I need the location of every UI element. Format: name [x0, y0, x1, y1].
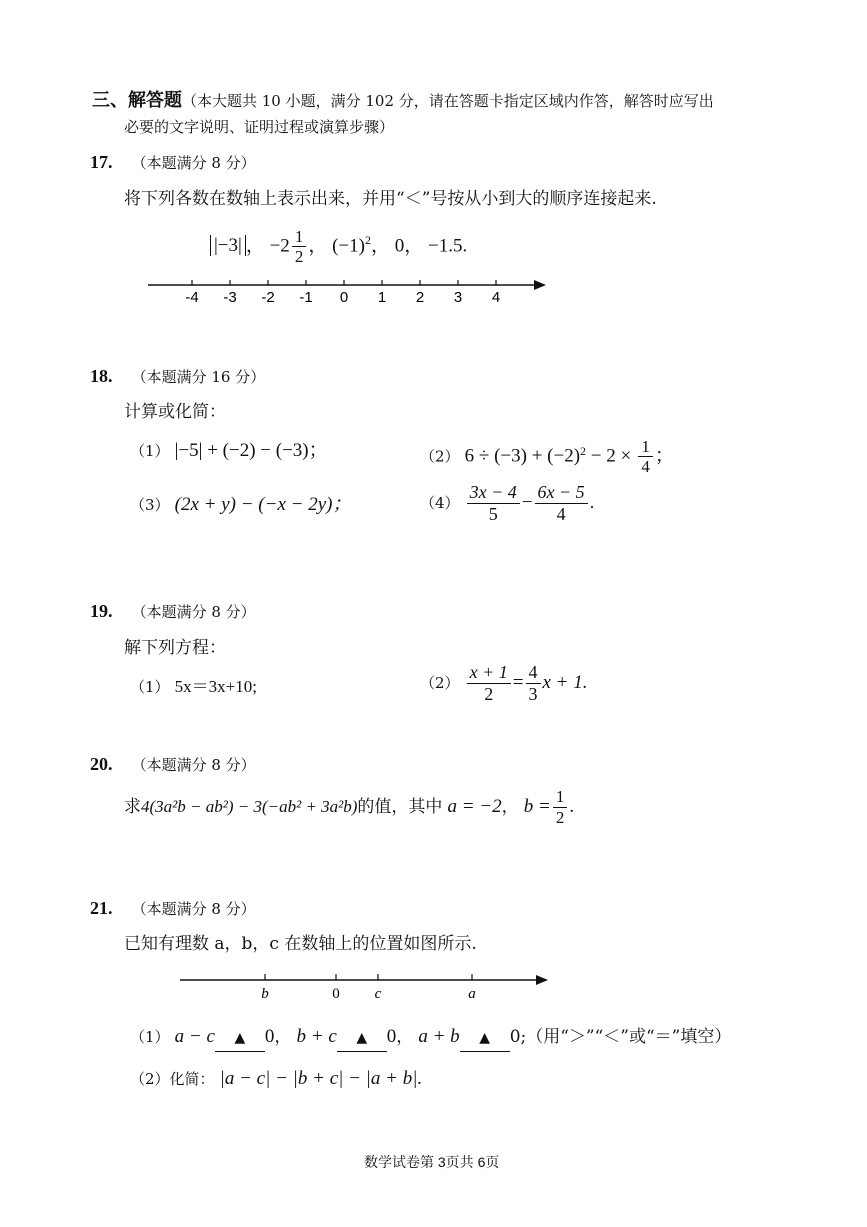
q17-score: （本题满分 8 分） — [131, 154, 256, 172]
q18-part2 — [420, 424, 674, 483]
q18-p4-end: . — [589, 492, 595, 513]
section-note-line2: 必要的文字说明、证明过程或演算步骤） — [124, 118, 395, 136]
q18-p2-expr-c: − 2 × — [586, 445, 632, 467]
q19-p1-expr: 5x＝3x+10; — [174, 677, 257, 696]
q17-tick-label: 4 — [491, 289, 501, 306]
q21-header — [90, 898, 256, 919]
q21-comma-2: ， — [396, 1027, 414, 1047]
q18-p3-expr: (2x + y) − (−x − 2y)； — [174, 494, 352, 515]
q17-item-zero: 0 — [394, 235, 405, 257]
q17-item-power-exp: 2 — [364, 233, 371, 247]
q19-part1 — [130, 674, 257, 700]
q20-mid: 的值，其中 — [357, 797, 443, 817]
q19-p2-frac2: $\frac{4}{3}$ — [526, 662, 541, 704]
q21-score: （本题满分 8 分） — [131, 900, 256, 918]
q20-expr: 4(3a²b − ab²) − 3(−ab² + 3a²b) — [141, 797, 358, 816]
q21-p1-expr1: a − c — [174, 1026, 215, 1047]
q17-tick-label: 0 — [339, 289, 349, 306]
q17-tick-label: -2 — [261, 289, 275, 306]
q17-number: 17. — [90, 152, 113, 172]
q21-part2 — [130, 1066, 422, 1092]
q19-part2 — [420, 656, 588, 710]
q17-tick-label: 2 — [415, 289, 425, 306]
q17-item-mixed-frac: $\frac{1}{2}$ — [292, 227, 307, 267]
q18-p2-frac: $\frac{1}{4}$ — [638, 437, 653, 477]
q17-number-list: |−3| ， −2 $\frac{1}{2}$ ， $(-1)^2$， 0， −1.5. — [210, 218, 467, 268]
q18-p1-expr: |−5| + (−2) − (−3)； — [174, 440, 328, 461]
q18-score: （本题满分 16 分） — [131, 368, 266, 386]
q18-number: 18. — [90, 366, 113, 386]
q20-score: （本题满分 8 分） — [131, 756, 256, 774]
q18-part3 — [130, 492, 351, 518]
q20-b-frac: $\frac{1}{2}$ — [553, 787, 568, 827]
q21-p2-expr: |a − c| − |b + c| − |a + b|. — [219, 1068, 423, 1089]
q21-p2-label: （2）化简： — [130, 1070, 215, 1088]
q21-axis-label: 0 — [332, 986, 340, 1002]
q19-p2-label: （2） — [420, 674, 460, 692]
q17-item-decimal: −1.5 — [427, 235, 463, 257]
q20-pre: 求 — [124, 797, 141, 817]
q20-b-lhs: b = — [523, 796, 551, 817]
q19-score: （本题满分 8 分） — [131, 603, 256, 621]
q18-p2-end: ； — [654, 445, 674, 467]
q18-part1 — [130, 438, 328, 464]
q17-item-power: (−1) — [332, 235, 365, 257]
q19-p2-end: x + 1. — [542, 672, 588, 693]
q19-number: 19. — [90, 601, 113, 621]
q21-zero-2: 0 — [386, 1026, 397, 1047]
q20-body — [124, 780, 574, 834]
q18-p1-label: （1） — [130, 442, 170, 460]
q21-p1-label: （1） — [130, 1028, 170, 1046]
q20-header — [90, 754, 256, 775]
q18-prompt: 计算或化简： — [124, 402, 226, 422]
q17-item-mixed-whole: −2 — [269, 235, 290, 257]
q19-p1-label: （1） — [130, 678, 170, 696]
q21-axis-label: a — [468, 986, 476, 1002]
q19-p2-frac1: $\frac{x + 1}{2}$ — [467, 662, 511, 704]
q21-axis-arrow — [536, 975, 548, 985]
q17-tick-label: -1 — [299, 289, 313, 306]
q21-number: 21. — [90, 898, 113, 918]
q18-p3-label: （3） — [130, 496, 170, 514]
q20-end: . — [569, 796, 575, 817]
q21-p1-expr2: b + c — [296, 1026, 337, 1047]
section-title: 三、解答题 — [92, 90, 182, 111]
q20-sep: ， — [501, 797, 519, 817]
q21-p1-expr3: a + b — [418, 1026, 460, 1047]
q17-prompt: 将下列各数在数轴上表示出来，并用“＜”号按从小到大的顺序连接起来. — [124, 189, 657, 209]
q18-p4-frac1: $\frac{3x - 4}{5}$ — [467, 482, 520, 524]
q21-blank-3[interactable]: ▲ — [460, 1024, 510, 1052]
q21-axis-label: b — [261, 986, 269, 1002]
q18-p2-exp: 2 — [580, 444, 587, 458]
q20-number: 20. — [90, 754, 113, 774]
q18-p2-expr-a: 6 ÷ (−3) + (−2) — [464, 445, 581, 467]
q21-blank-1[interactable]: ▲ — [215, 1024, 265, 1052]
page-footer: 数学试卷第 3页共 6页 — [364, 1154, 500, 1170]
q20-a-value: a = −2 — [447, 796, 502, 817]
q21-comma-1: ， — [274, 1027, 292, 1047]
q17-tick-label: 3 — [453, 289, 463, 306]
q18-part4 — [420, 476, 594, 530]
q18-p4-frac2: $\frac{6x - 5}{4}$ — [535, 482, 588, 524]
q18-p4-label: （4） — [420, 494, 460, 512]
q17-number-line — [140, 270, 560, 310]
q17-tick-label: -4 — [185, 289, 199, 306]
q21-p1-end: 0;（用“＞”“＜”或“＝”填空） — [509, 1027, 732, 1047]
q19-p2-eq: = — [512, 672, 524, 693]
q19-header — [90, 601, 256, 622]
q17-tick-label: -3 — [223, 289, 237, 306]
q21-prompt: 已知有理数 a，b，c 在数轴上的位置如图所示. — [124, 934, 477, 954]
q17-tick-label: 1 — [377, 289, 387, 306]
q17-axis-arrow — [534, 280, 546, 290]
q17-item-abs: |−3| — [210, 235, 246, 256]
q21-number-line — [170, 966, 560, 1006]
q21-zero-1: 0 — [264, 1026, 275, 1047]
q18-header — [90, 366, 265, 387]
q21-blank-2[interactable]: ▲ — [337, 1024, 387, 1052]
section-header — [92, 86, 714, 112]
q21-axis-label: c — [374, 986, 382, 1002]
section-note-line1: （本大题共 10 小题，满分 102 分，请在答题卡指定区域内作答，解答时应写出 — [182, 92, 714, 110]
q18-p2-label: （2） — [420, 447, 460, 466]
q18-p4-minus: − — [521, 492, 533, 513]
q17-header — [90, 152, 256, 173]
q19-prompt: 解下列方程： — [124, 638, 226, 658]
q21-part1 — [130, 1024, 731, 1052]
